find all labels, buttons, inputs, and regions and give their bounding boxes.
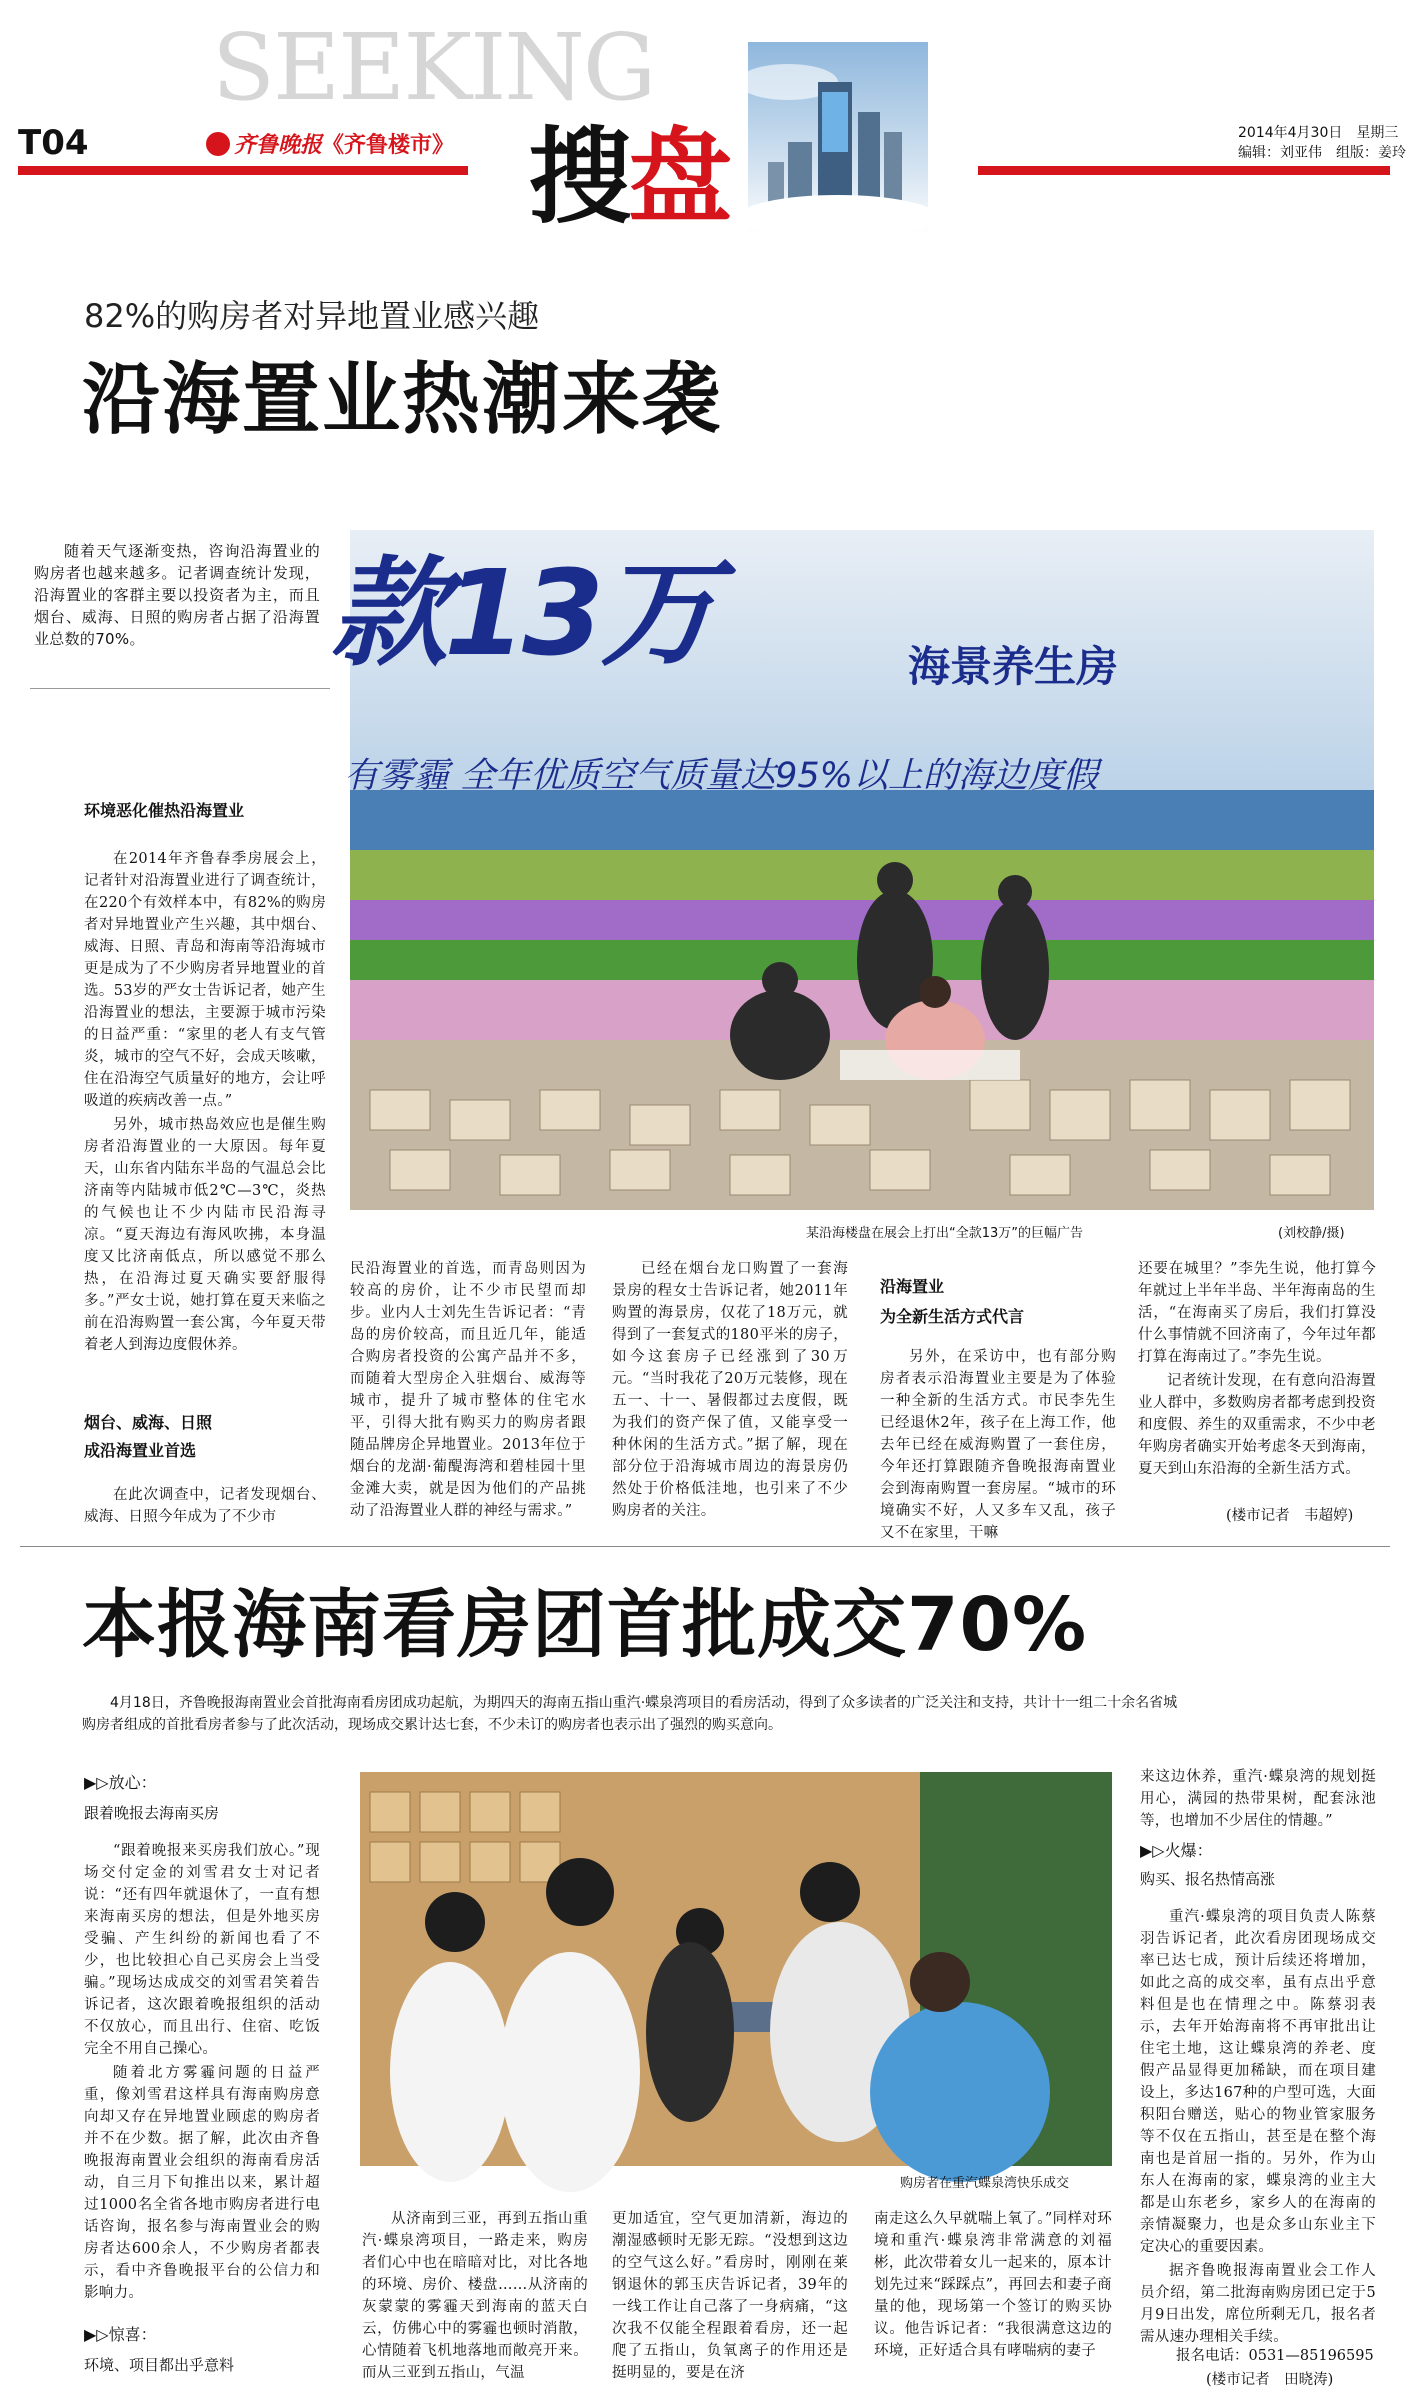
article2-col2: 从济南到三亚，再到五指山重汽·蝶泉湾项目，一路走来，购房者们心中也在暗暗对比，对比各地的环境、房价、楼盘……从济南的灰蒙蒙的雾霾天到海南的蓝天白云，仿佛心中的雾霾也顿时消散，心情随着飞机地落地而敞亮开来。而从三亚到五指山，气温 (362, 2211, 588, 2381)
section-title-char-2: 盘 (628, 116, 729, 238)
article1-col1 (84, 848, 326, 1358)
signup-phone: 报名电话：0531—85196595 (1176, 2348, 1374, 2364)
col5-para-1: 还要在城里？”李先生说，他打算今年就过上半年半岛、半年海南岛的生活，“在海南买了房后，我们打算没什么事情就不回济南了，今年过年都打算在海南过了。”李先生说。 (1138, 1261, 1376, 1365)
page-code: T04 (18, 123, 89, 163)
banner-sub-text: 有雾霾 全年优质空气质量达95%以上的海边度假 (344, 756, 1098, 796)
article1-expo-photo (330, 530, 1374, 1210)
header-skyline-image (748, 42, 928, 234)
a2-col1-para-1: “跟着晚报来买房我们放心。”现场交付定金的刘雪君女士对记者说：“还有四年就退休了，一直有想来海南买房的想法，但是外地买房受骗、产生纠纷的新闻也看了不少，也比较担心自己买房会上当受骗。”现场达成成交的刘雪君笑着告诉记者，这次跟着晚报组织的活动不仅放心，而且出行、住宿、吃饭完全不用自己操心。 (84, 1843, 320, 2057)
article2-lead: 4月18日，齐鲁晚报海南置业会首批海南看房团成功起航，为期四天的海南五指山重汽·蝶泉湾项目的看房活动，得到了众多读者的广泛关注和支持，共计十一组二十余名省城购房者组成的首批看房者参与了此次活动，现场成交累计达七套，不少未订的购房者也表示出了强烈的购买意向。 (82, 1695, 1178, 1733)
photo-caption: 某沿海楼盘在展会上打出“全款13万”的巨幅广告 (806, 1226, 1084, 1241)
article2-byline: (楼市记者 田晓涛) (1206, 2372, 1334, 2388)
tag-surprise: ▶▷惊喜： (84, 2325, 157, 2344)
lead-underline (30, 688, 330, 689)
article1-headline: 沿海置业热潮来袭 (82, 355, 723, 445)
brand-section-name: 《齐鲁楼市》 (322, 133, 455, 158)
article2-col4: 南走这么久早就喘上氧了。”同样对环境和重汽·蝶泉湾非常满意的刘福彬，此次带着女儿一起来的，原本计划先过来“踩踩点”，再回去和妻子商量的他，现场第一个签订的购买协议。他告诉记者：“我很满意这边的环境，正好适合具有哮喘病的妻子 (874, 2211, 1112, 2359)
banner-big-text: 款13万 (330, 544, 715, 682)
article1-col1-tail: 在此次调查中，记者发现烟台、威海、日照今年成为了不少市 (84, 1487, 326, 1525)
article2-col5 (1140, 1906, 1376, 2345)
article2-deal-photo (360, 1772, 1112, 2166)
editor-credits: 编辑：刘亚伟 组版：姜玲 (1238, 145, 1406, 161)
article2-sub-enthusiasm: 购买、报名热情高涨 (1140, 1870, 1276, 1888)
article1-col4: 另外，在采访中，也有部分购房者表示沿海置业主要是为了体验一种全新的生活方式。市民李先生已经退休2年，孩子在上海工作，他去年已经在威海购置了一套住房，今年还打算跟随齐鲁晚报海南置业会到海南购置一套房屋。“城市的环境确实不好，人又多车又乱，孩子又不在家里，干嘛 (880, 1349, 1116, 1541)
col1-para-1: 在2014年齐鲁春季房展会上，记者针对沿海置业进行了调查统计，在220个有效样本中，有82%的购房者对异地置业产生兴趣，其中烟台、威海、日照、青岛和海南等沿海城市更是成为了不少购房者异地置业的首选。53岁的严女士告诉记者，她产生沿海置业的想法，主要源于城市污染的日益严重：“家里的老人有支气管炎，城市的空气不好，会成天咳嗽，住在沿海空气质量好的地方，会让呼吸道的疾病改善一点。” (84, 851, 326, 1109)
article2-col1 (84, 1840, 320, 2310)
article1-col5 (1138, 1258, 1376, 1498)
article1-col2: 民沿海置业的首选，而青岛则因为较高的房价，让不少市民望而却步。业内人士刘先生告诉记者：“青岛的房价较高，而且近几年，能适合购房者投资的公寓产品并不多，而随着大型房企入驻烟台、威海等城市，提升了城市整体的住宅水平，引得大批有购买力的购房者跟随品牌房企异地置业。2013年位于烟台的龙湖·葡醍海湾和碧桂园十里金滩大卖，就是因为他们的产品挑动了沿海置业人群的神经与需求。” (350, 1261, 586, 1519)
article1-sub-lifestyle-b: 为全新生活方式代言 (880, 1307, 1025, 1326)
article1-sub-cities-a: 烟台、威海、日照 (84, 1413, 213, 1432)
article1-sub-environment: 环境恶化催热沿海置业 (84, 801, 245, 820)
article1-kicker: 82%的购房者对异地置业感兴趣 (84, 297, 540, 335)
deal-photo-caption: 购房者在重汽蝶泉湾快乐成交 (900, 2176, 1070, 2191)
brand-emblem-icon (206, 132, 230, 156)
col5-para-2: 记者统计发现，在有意向沿海置业人群中，多数购房者都考虑到投资和度假、养生的双重需求，不少中老年购房者确实开始考虑冬天到海南，夏天到山东沿海的全新生活方式。 (1138, 1373, 1376, 1477)
article1-sub-lifestyle-a: 沿海置业 (880, 1277, 945, 1296)
brand-paper-name: 齐鲁晚报 (234, 132, 323, 158)
header-bar-left (18, 166, 468, 175)
article1-lead: 随着天气逐渐变热，咨询沿海置业的购房者也越来越多。记者调查统计发现，沿海置业的客群主要以投资者为主，而且烟台、威海、日照的购房者占据了沿海置业总数的70%。 (34, 542, 320, 648)
header-bar-right (978, 166, 1390, 175)
article2-col3: 更加适宜，空气更加清新，海边的潮湿感顿时无影无踪。“没想到这边的空气这么好。”看房时，刚刚在莱钢退休的郭玉庆告诉记者，39年的一线工作让自己落了一身病痛，“这次我不仅能全程跟着看房，还一起爬了五指山，负氧离子的作用还是挺明显的，要是在济 (612, 2211, 848, 2381)
a2-col1-para-2: 随着北方雾霾问题的日益严重，像刘雪君这样具有海南购房意向却又存在异地置业顾虑的购房者并不在少数。据了解，此次由齐鲁晚报海南置业会组织的海南看房活动，自三月下旬推出以来，累计超过1000名全省各地市购房者进行电话咨询，报名参与海南置业会的购房者达600余人，不少购房者都表示，看中齐鲁晚报平台的公信力和影响力。 (84, 2065, 320, 2301)
article-divider (20, 1546, 1390, 1547)
watermark-seeking: SEEKING (212, 14, 655, 121)
article2-headline: 本报海南看房团首批成交70% (82, 1582, 1088, 1668)
a2-col5-para-2: 据齐鲁晚报海南置业会工作人员介绍，第二批海南购房团已定于5月9日出发，席位所剩无几，报名者需从速办理相关手续。 (1140, 2263, 1376, 2345)
article2-sub-environment: 环境、项目都出乎意料 (84, 2356, 235, 2374)
section-title-char-1: 搜 (528, 116, 629, 238)
a2-col5-para-1: 重汽·蝶泉湾的项目负责人陈蔡羽告诉记者，此次看房团现场成交率已达七成，预计后续还将增加，如此之高的成交率，虽有点出乎意料但是也在情理之中。陈蔡羽表示，去年开始海南将不再审批出让住宅土地，这让蝶泉湾的养老、度假产品显得更加稀缺，而在项目建设上，多达167种的户型可选，大面积阳台赠送，贴心的物业管家服务等不仅在五指山，甚至是在整个海南也是首屈一指的。另外，作为山东人在海南的家，蝶泉湾的业主大都是山东老乡，家乡人的在海南的亲情凝聚力，也是众多山东业主下定决心的重要因素。 (1140, 1909, 1376, 2255)
article1-byline: (楼市记者 韦超婷) (1226, 1508, 1354, 1524)
banner-side-text: 海景养生房 (908, 642, 1119, 691)
article1-col3: 已经在烟台龙口购置了一套海景房的程女士告诉记者，她2011年购置的海景房，仅花了18万元，就得到了一套复式的180平米的房子，如今这套房子已经涨到了30万元。“当时我花了20万元装修，现在五一、十一、暑假都过去度假，既为我们的资产保了值，又能享受一种休闲的生活方式。”据了解，现在部分位于沿海城市周边的海景房仍然处于价格低洼地，也引来了不少购房者的关注。 (612, 1261, 848, 1519)
section-title (528, 118, 728, 236)
tag-hot: ▶▷火爆： (1140, 1841, 1213, 1860)
brand-logo (206, 128, 454, 159)
photo-credit: (刘校静/摄) (1278, 1226, 1345, 1241)
issue-date: 2014年4月30日 星期三 (1238, 125, 1399, 141)
col1-para-2: 另外，城市热岛效应也是催生购房者沿海置业的一大原因。每年夏天，山东省内陆东半岛的气温总会比济南等内陆城市低2℃—3℃，炎热的气候也让不少内陆市民沿海寻凉。“夏天海边有海风吹拂，本身温度又比济南低点，所以感觉不那么热，在沿海过夏天确实要舒服得多。”严女士说，她打算在夏天来临之前在沿海购置一套公寓，今年夏天带着老人到海边度假休养。 (84, 1117, 326, 1353)
article2-sub-follow-paper: 跟着晚报去海南买房 (84, 1804, 220, 1822)
tag-reassure: ▶▷放心： (84, 1773, 157, 1792)
article2-col5-top: 来这边休养，重汽·蝶泉湾的规划挺用心，满园的热带果树，配套泳池等，也增加不少居住的情趣。” (1140, 1769, 1376, 1829)
article1-sub-cities-b: 成沿海置业首选 (84, 1441, 197, 1460)
